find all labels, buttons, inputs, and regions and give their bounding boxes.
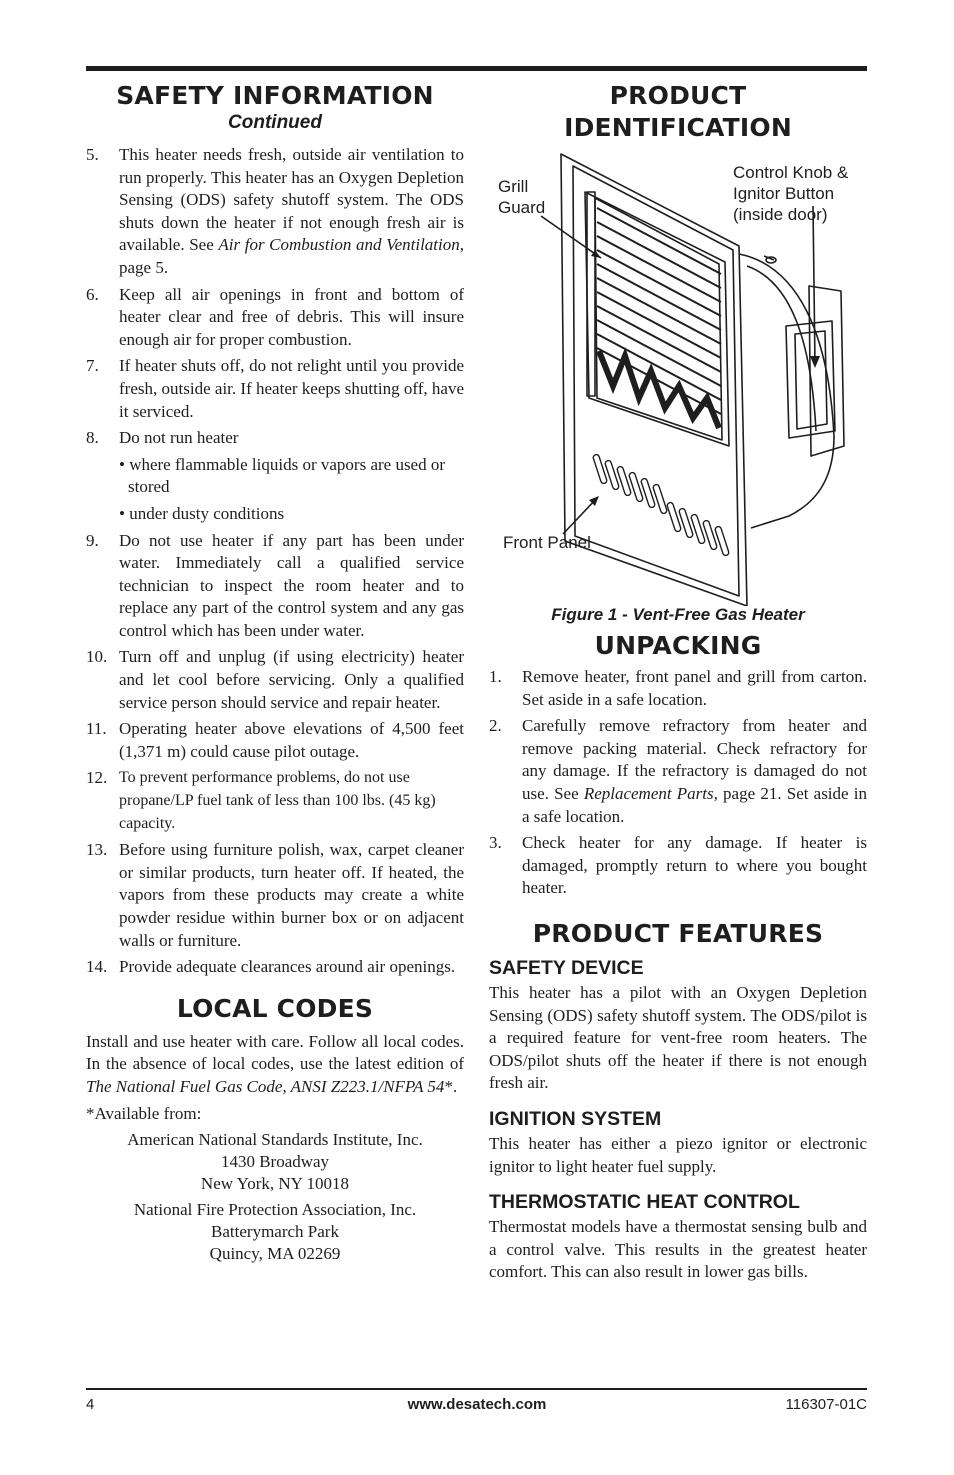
list-item: 12. To prevent performance problems, do not use propane/LP fuel tank of less than 100 lbs. (45 kg) capacity. <box>86 768 436 832</box>
website-link[interactable]: www.desatech.com <box>407 1396 547 1413</box>
page-number: 4 <box>86 1396 95 1413</box>
label-control-knob: Control Knob & Ignitor Button (inside door) <box>733 163 849 224</box>
unpacking-list <box>489 666 867 900</box>
list-item: 13. Before using furniture polish, wax, carpet cleaner or similar products, turn heater off. If heated, the vapors from these products may create a white powder residue within burner box or on adjacent walls or furniture. <box>86 840 464 950</box>
list-item: 5. This heater needs fresh, outside air ventilation to run properly. This heater has an Oxygen Depletion Sensing (ODS) safety shutoff system. The ODS shuts down the heater if not enough fresh air is available. See Air for Combustion and Ventilation, page 5. <box>86 145 464 277</box>
thermostatic-heading: THERMOSTATIC HEAT CONTROL <box>489 1191 800 1214</box>
available-from: *Available from: <box>86 1103 202 1123</box>
top-rule <box>86 66 867 71</box>
label-front-panel: Front Panel <box>503 533 591 552</box>
product-features-title: PRODUCT FEATURES <box>532 918 824 948</box>
unpacking-title: UNPACKING <box>594 631 762 660</box>
safety-list-continued <box>86 530 464 979</box>
product-identification-title-line2: IDENTIFICATION <box>564 113 792 142</box>
right-column <box>489 78 867 1288</box>
list-item: 9. Do not use heater if any part has been under water. Immediately call a qualified service technician to inspect the room heater and to replace any part of the control system and any gas control which has been under water. <box>86 530 464 640</box>
local-codes-title: LOCAL CODES <box>176 993 374 1023</box>
bullet-item: • under dusty conditions <box>119 503 285 523</box>
safety-device-heading: SAFETY DEVICE <box>489 956 644 979</box>
safety-device-text: This heater has a pilot with an Oxygen Depletion Sensing (ODS) safety shutoff system. The ODS/pilot is a required feature for vent-free room heaters. The ODS/pilot shuts off the heater if there is not enough fresh air. <box>489 982 867 1093</box>
product-identification-title-line1: PRODUCT <box>609 81 747 110</box>
ignition-system-text: This heater has either a piezo ignitor or electronic ignitor to light heater fuel supply. <box>489 1133 867 1176</box>
list-item: 3. Check heater for any damage. If heater is damaged, promptly return to where you bought heater. <box>489 833 867 898</box>
safety-information-subtitle: Continued <box>228 112 322 133</box>
louvers <box>593 454 730 556</box>
document-code: 116307-01C <box>785 1396 867 1413</box>
list-item: 7. If heater shuts off, do not relight until you provide fresh, outside air. If heater keeps shutting off, have it serviced. <box>86 356 464 421</box>
thermostatic-text: Thermostat models have a thermostat sensing bulb and a control valve. This results in the greatest heater comfort. This can also result in lower gas bills. <box>489 1217 867 1282</box>
list-item: 6. Keep all air openings in front and bottom of heater clear and free of debris. This will insure enough air for proper combustion. <box>86 284 464 349</box>
safety-list <box>86 144 464 450</box>
list-item: 8. Do not run heater <box>86 428 239 448</box>
list-item: 14. Provide adequate clearances around air openings. <box>86 957 456 977</box>
heater-figure <box>489 146 867 606</box>
leader-lines <box>541 206 815 534</box>
list-item: 10. Turn off and unplug (if using electricity) heater and let cool before servicing. Only a qualified service person should service and repair heater. <box>86 647 464 712</box>
ansi-address: American National Standards Institute, Inc. 1430 Broadway New York, NY 10018 <box>127 1130 423 1194</box>
list-item: 2. Carefully remove refractory from heater and remove packing material. Check refractory for any damage. If the refractory is damaged do not use. See Replacement Parts, page 21. Set aside in a safe location. <box>489 716 867 826</box>
local-codes-text: Install and use heater with care. Follow all local codes. In the absence of local codes, use the latest edition of The National Fuel Gas Code, ANSI Z223.1/NFPA 54*. <box>86 1031 464 1096</box>
list-item: 11. Operating heater above elevations of 4,500 feet (1,371 m) could cause pilot outage. <box>86 719 464 761</box>
list-item: 1. Remove heater, front panel and grill from carton. Set aside in a safe location. <box>489 667 867 709</box>
figure-caption: Figure 1 - Vent-Free Gas Heater <box>551 605 805 624</box>
safety-information-title: SAFETY INFORMATION <box>116 81 434 110</box>
ignition-system-heading: IGNITION SYSTEM <box>489 1107 662 1130</box>
bottom-rule <box>86 1388 867 1390</box>
nfpa-address: National Fire Protection Association, Inc. Batterymarch Park Quincy, MA 02269 <box>133 1200 417 1264</box>
label-grill-guard: Grill Guard <box>498 177 546 217</box>
left-column <box>86 78 464 1265</box>
bullet-item: • where flammable liquids or vapors are used or stored <box>119 454 446 497</box>
